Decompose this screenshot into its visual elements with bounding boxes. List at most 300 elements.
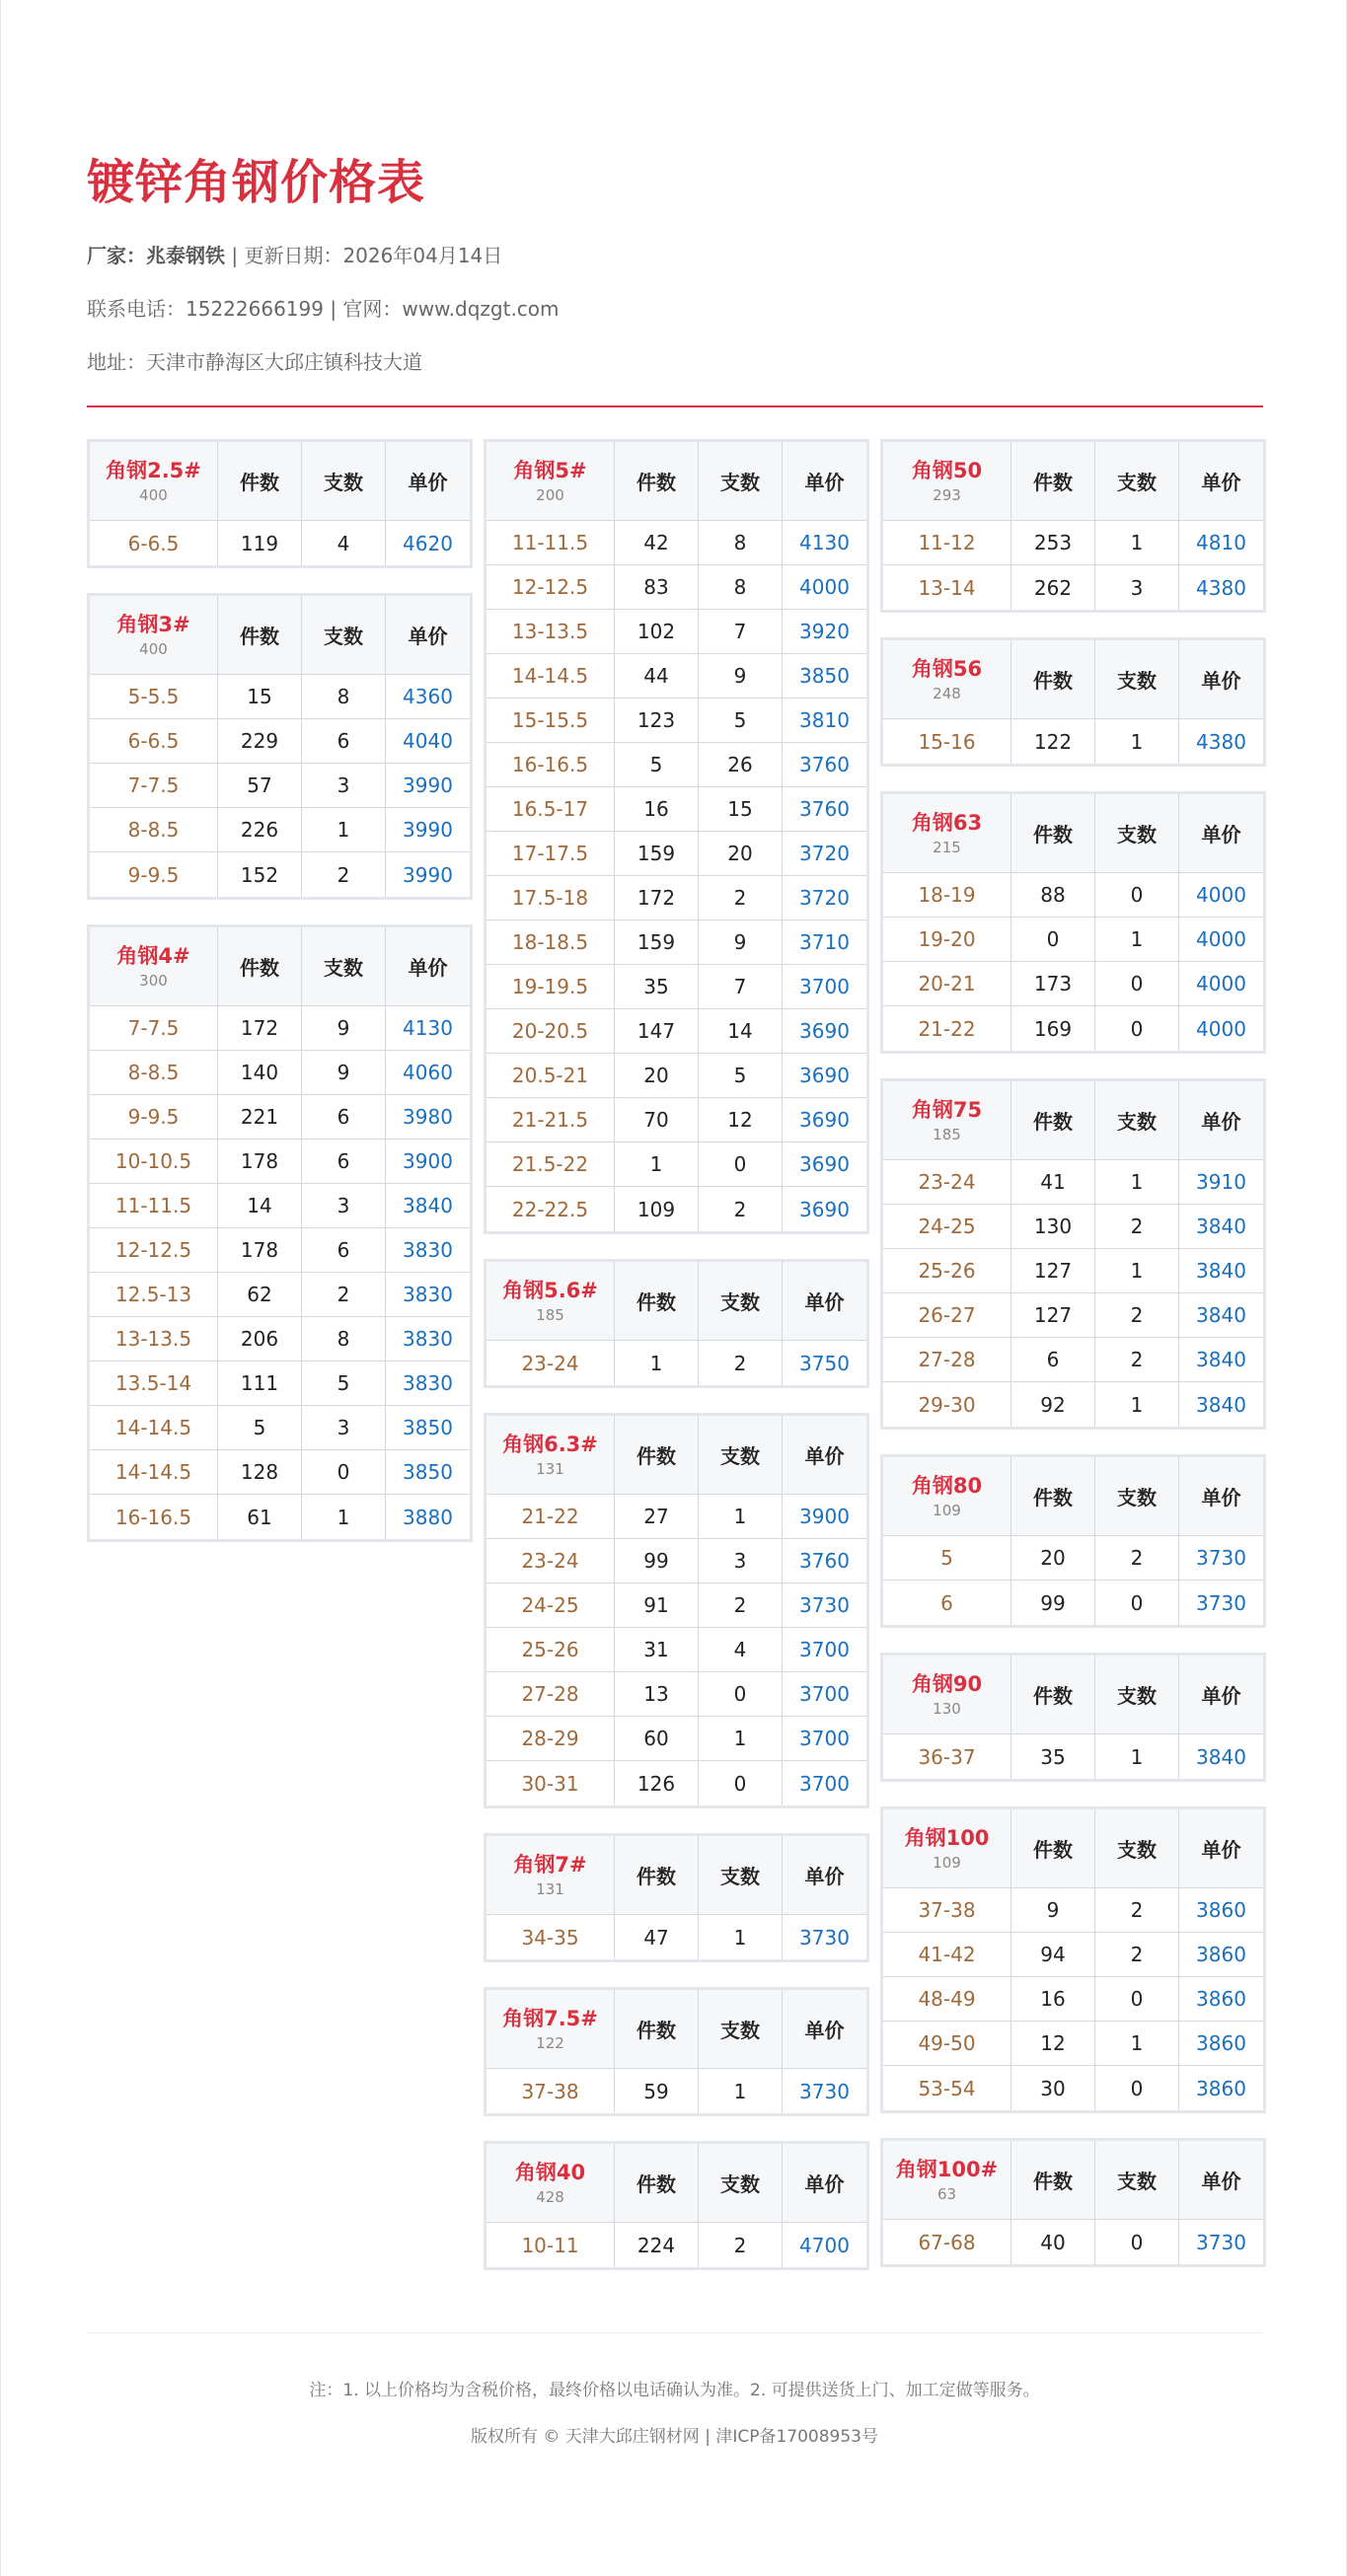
spec-cell: 29-30 (883, 1382, 1011, 1427)
qty-header: 件数 (1011, 640, 1095, 719)
spec-cell: 49-50 (883, 2022, 1011, 2066)
table-row (486, 2069, 866, 2113)
table-row (90, 1095, 470, 1140)
category-header (90, 927, 218, 1006)
price-cell: 3850 (386, 1450, 470, 1495)
category-name: 角钢75 (911, 1097, 983, 1122)
price-table (87, 593, 473, 900)
spec-cell: 10-11 (486, 2223, 615, 2267)
category-header (486, 442, 615, 521)
table-header-row (486, 1262, 866, 1341)
price-header: 单价 (386, 927, 470, 1006)
price-cell: 3700 (783, 1672, 866, 1717)
spec-cell: 21-22 (486, 1495, 615, 1539)
spec-cell: 48-49 (883, 1977, 1011, 2022)
spec-cell: 25-26 (486, 1628, 615, 1672)
category-header (883, 1656, 1011, 1734)
category-name: 角钢7.5# (502, 2006, 598, 2030)
price-cell: 3860 (1179, 1977, 1263, 2022)
table-header-row (883, 1081, 1263, 1160)
price-cell: 3690 (783, 1009, 866, 1054)
bundles-cell: 5 (699, 699, 783, 743)
spec-cell: 16-16.5 (486, 743, 615, 787)
table-row (90, 1406, 470, 1450)
price-cell: 3730 (1179, 1536, 1263, 1581)
category-name: 角钢80 (911, 1473, 983, 1498)
qty-header: 件数 (615, 2144, 699, 2223)
table-row (486, 876, 866, 920)
bundles-cell: 2 (699, 876, 783, 920)
bundles-cell: 2 (1095, 1933, 1179, 1977)
spec-cell: 19-19.5 (486, 965, 615, 1009)
price-table (880, 791, 1266, 1054)
table-row (90, 852, 470, 897)
bundles-cell: 26 (699, 743, 783, 787)
spec-cell: 53-54 (883, 2066, 1011, 2110)
spec-cell: 12-12.5 (90, 1228, 218, 1273)
spec-cell: 11-11.5 (90, 1184, 218, 1228)
table-row (883, 1734, 1263, 1779)
table-header-row (883, 1809, 1263, 1888)
table-row (486, 565, 866, 610)
qty-cell: 109 (615, 1187, 699, 1231)
qty-cell: 12 (1011, 2022, 1095, 2066)
price-cell: 3910 (1179, 1160, 1263, 1205)
spec-cell: 14-14.5 (90, 1450, 218, 1495)
qty-header: 件数 (1011, 1457, 1095, 1536)
spec-cell: 21.5-22 (486, 1142, 615, 1187)
table-row (486, 1054, 866, 1098)
price-header: 单价 (783, 1990, 866, 2069)
bundles-cell: 8 (699, 521, 783, 565)
price-header: 单价 (1179, 2141, 1263, 2220)
bundles-cell: 4 (699, 1628, 783, 1672)
header-divider (87, 405, 1263, 407)
qty-cell: 94 (1011, 1933, 1095, 1977)
qty-cell: 0 (1011, 918, 1095, 962)
price-cell: 4380 (1196, 575, 1246, 600)
qty-cell: 70 (615, 1098, 699, 1142)
category-header (90, 596, 218, 675)
price-table (484, 1259, 869, 1388)
price-cell: 3850 (386, 1406, 470, 1450)
qty-cell: 31 (615, 1628, 699, 1672)
qty-cell: 224 (615, 2223, 699, 2267)
price-cell: 3840 (1179, 1338, 1263, 1382)
category-code: 248 (933, 684, 961, 702)
qty-cell: 152 (218, 852, 302, 897)
category-code: 131 (536, 1459, 564, 1478)
price-cell: 3830 (386, 1317, 470, 1362)
bundles-header: 支数 (302, 442, 386, 521)
spec-cell: 24-25 (486, 1583, 615, 1628)
bundles-cell: 5 (699, 1054, 783, 1098)
spec-cell: 23-24 (883, 1160, 1011, 1205)
price-cell: 4620 (403, 531, 453, 555)
bundles-cell: 0 (699, 1142, 783, 1187)
category-name: 角钢2.5# (106, 458, 201, 482)
table-row (486, 654, 866, 699)
spec-cell: 20.5-21 (486, 1054, 615, 1098)
bundles-cell: 2 (1095, 1536, 1179, 1581)
qty-cell: 178 (218, 1140, 302, 1184)
price-cell: 3860 (1179, 1888, 1263, 1933)
spec-cell: 23-24 (486, 1341, 615, 1385)
bundles-header: 支数 (1095, 1457, 1179, 1536)
bundles-cell: 6 (302, 1228, 386, 1273)
table-row (883, 1888, 1263, 1933)
qty-cell: 172 (615, 876, 699, 920)
spec-cell: 16.5-17 (486, 787, 615, 832)
price-header: 单价 (783, 2144, 866, 2223)
qty-cell: 172 (218, 1006, 302, 1051)
bundles-cell: 1 (1095, 719, 1179, 764)
qty-cell: 16 (615, 787, 699, 832)
qty-header: 件数 (615, 1262, 699, 1341)
price-table (880, 439, 1266, 613)
spec-cell: 13-13.5 (486, 610, 615, 654)
table-row (90, 1450, 470, 1495)
qty-cell: 20 (615, 1054, 699, 1098)
qty-cell: 5 (615, 743, 699, 787)
qty-cell: 128 (218, 1450, 302, 1495)
table-row (486, 610, 866, 654)
table-row (883, 2022, 1263, 2066)
price-table (87, 439, 473, 568)
table-row (486, 743, 866, 787)
table-row (486, 1761, 866, 1805)
bundles-header: 支数 (1095, 442, 1179, 521)
price-cell: 3690 (783, 1054, 866, 1098)
price-cell: 3840 (386, 1184, 470, 1228)
table-row (90, 1006, 470, 1051)
price-cell: 4380 (1196, 729, 1246, 754)
price-cell: 3840 (1179, 1293, 1263, 1338)
qty-cell: 30 (1011, 2066, 1095, 2110)
price-header: 单价 (386, 596, 470, 675)
bundles-cell: 7 (699, 965, 783, 1009)
table-row (90, 1317, 470, 1362)
category-code: 109 (933, 1501, 961, 1519)
qty-header: 件数 (218, 927, 302, 1006)
price-cell: 3710 (783, 920, 866, 965)
bundles-cell: 8 (699, 565, 783, 610)
price-cell: 3840 (1179, 1205, 1263, 1249)
qty-cell: 88 (1011, 873, 1095, 918)
price-cell: 3700 (783, 1717, 866, 1761)
price-header: 单价 (1179, 1081, 1263, 1160)
price-cell: 4000 (1179, 918, 1263, 962)
table-row (90, 764, 470, 808)
spec-cell: 24-25 (883, 1205, 1011, 1249)
spec-cell: 27-28 (883, 1338, 1011, 1382)
qty-header: 件数 (218, 442, 302, 521)
qty-cell: 111 (218, 1362, 302, 1406)
table-header-row (90, 927, 470, 1006)
table-row (90, 1273, 470, 1317)
price-table (484, 2141, 869, 2270)
price-table (484, 439, 869, 1234)
qty-header: 件数 (1011, 794, 1095, 873)
qty-cell: 91 (615, 1583, 699, 1628)
spec-cell: 7-7.5 (90, 1006, 218, 1051)
price-cell: 3720 (783, 876, 866, 920)
price-cell: 3830 (386, 1362, 470, 1406)
bundles-cell: 0 (302, 1450, 386, 1495)
table-row (883, 873, 1263, 918)
bundles-header: 支数 (699, 1836, 783, 1915)
spec-cell: 10-10.5 (90, 1140, 218, 1184)
category-header (883, 794, 1011, 873)
price-cell: 3690 (783, 1142, 866, 1187)
bundles-cell: 6 (302, 719, 386, 764)
price-header: 单价 (1179, 1457, 1263, 1536)
table-row (90, 1184, 470, 1228)
category-name: 角钢3# (116, 612, 190, 636)
bundles-cell: 0 (1095, 873, 1179, 918)
category-name: 角钢90 (911, 1671, 983, 1696)
table-row (486, 1915, 866, 1959)
category-header (883, 1809, 1011, 1888)
table-row (883, 1205, 1263, 1249)
bundles-cell: 2 (699, 2223, 783, 2267)
table-row (486, 832, 866, 876)
qty-cell: 178 (218, 1228, 302, 1273)
price-header: 单价 (783, 1416, 866, 1495)
price-cell: 3760 (783, 743, 866, 787)
qty-cell: 253 (1011, 521, 1095, 565)
bundles-header: 支数 (699, 1990, 783, 2069)
category-header (486, 1990, 615, 2069)
category-code: 293 (933, 485, 961, 504)
price-cell: 4000 (1179, 962, 1263, 1006)
qty-cell: 62 (218, 1273, 302, 1317)
spec-cell: 36-37 (883, 1734, 1011, 1779)
qty-cell: 14 (218, 1184, 302, 1228)
bundles-cell: 0 (1095, 1006, 1179, 1051)
table-row (486, 1495, 866, 1539)
spec-cell: 12-12.5 (486, 565, 615, 610)
bundles-cell: 1 (302, 808, 386, 852)
qty-cell: 127 (1011, 1293, 1095, 1338)
bundles-cell: 3 (302, 764, 386, 808)
price-table (484, 1987, 869, 2116)
qty-cell: 61 (218, 1495, 302, 1539)
bundles-cell: 2 (1095, 1205, 1179, 1249)
price-cell: 3860 (1196, 2076, 1246, 2100)
category-name: 角钢4# (116, 943, 190, 968)
price-cell: 3690 (783, 1098, 866, 1142)
table-row (883, 719, 1263, 764)
qty-cell: 221 (218, 1095, 302, 1140)
column-3 (880, 439, 1265, 2292)
qty-cell: 123 (615, 699, 699, 743)
bundles-cell: 14 (699, 1009, 783, 1054)
bundles-header: 支数 (302, 596, 386, 675)
bundles-cell: 3 (302, 1184, 386, 1228)
spec-cell: 17-17.5 (486, 832, 615, 876)
table-row (90, 1362, 470, 1406)
bundles-cell: 2 (1095, 1888, 1179, 1933)
bundles-cell: 8 (302, 1317, 386, 1362)
table-header-row (486, 442, 866, 521)
bundles-cell: 15 (699, 787, 783, 832)
column-2 (484, 439, 868, 2295)
qty-header: 件数 (615, 1416, 699, 1495)
price-cell: 3720 (783, 832, 866, 876)
category-code: 63 (936, 2184, 957, 2203)
update-date: | 更新日期：2026年04月14日 (225, 244, 503, 267)
price-cell: 3990 (403, 862, 453, 887)
table-header-row (883, 2141, 1263, 2220)
price-table (880, 1454, 1266, 1628)
price-cell: 3840 (1196, 1392, 1246, 1417)
table-header-row (90, 442, 470, 521)
table-row (486, 1341, 866, 1385)
table-row (883, 1933, 1263, 1977)
price-cell: 4040 (386, 719, 470, 764)
maker-update-line (87, 229, 1263, 282)
spec-cell: 18-18.5 (486, 920, 615, 965)
price-cell: 3730 (799, 1925, 850, 1950)
category-header (486, 1416, 615, 1495)
qty-cell: 57 (218, 764, 302, 808)
spec-cell: 13-14 (883, 565, 1011, 610)
price-cell: 3750 (799, 1351, 850, 1375)
category-name: 角钢6.3# (502, 1432, 598, 1456)
price-cell: 3700 (783, 1628, 866, 1672)
bundles-cell: 1 (699, 1717, 783, 1761)
table-row (90, 1051, 470, 1095)
table-row (883, 1977, 1263, 2022)
bundles-cell: 0 (1095, 2066, 1179, 2110)
table-row (90, 1228, 470, 1273)
qty-cell: 1 (615, 1341, 699, 1385)
bundles-cell: 0 (699, 1761, 783, 1805)
category-code: 300 (139, 971, 168, 990)
qty-cell: 6 (1011, 1338, 1095, 1382)
table-row (883, 1249, 1263, 1293)
price-cell: 3900 (386, 1140, 470, 1184)
table-header-row (486, 1836, 866, 1915)
bundles-header: 支数 (1095, 1081, 1179, 1160)
table-row (486, 699, 866, 743)
price-header: 单价 (1179, 640, 1263, 719)
table-row (486, 2223, 866, 2267)
spec-cell: 17.5-18 (486, 876, 615, 920)
qty-header: 件数 (615, 1836, 699, 1915)
category-name: 角钢100 (904, 1825, 990, 1850)
price-cell: 3990 (386, 808, 470, 852)
qty-cell: 206 (218, 1317, 302, 1362)
table-row (486, 787, 866, 832)
bundles-cell: 12 (699, 1098, 783, 1142)
price-cell: 3980 (386, 1095, 470, 1140)
price-header: 单价 (783, 442, 866, 521)
qty-cell: 159 (615, 832, 699, 876)
bundles-cell: 4 (302, 521, 386, 565)
table-row (883, 1006, 1263, 1051)
price-cell: 4130 (386, 1006, 470, 1051)
spec-cell: 6-6.5 (90, 719, 218, 764)
category-name: 角钢50 (911, 458, 983, 482)
bundles-header: 支数 (699, 2144, 783, 2223)
category-header (883, 442, 1011, 521)
qty-cell: 40 (1011, 2220, 1095, 2264)
price-cell: 4000 (1196, 1016, 1246, 1041)
table-row (883, 2066, 1263, 2110)
spec-cell: 30-31 (486, 1761, 615, 1805)
qty-header: 件数 (1011, 1656, 1095, 1734)
price-cell: 4360 (386, 675, 470, 719)
bundles-header: 支数 (1095, 1809, 1179, 1888)
spec-cell: 27-28 (486, 1672, 615, 1717)
spec-cell: 15-15.5 (486, 699, 615, 743)
price-header: 单价 (1179, 1656, 1263, 1734)
qty-cell: 99 (1011, 1581, 1095, 1625)
price-cell: 3900 (783, 1495, 866, 1539)
price-cell: 3810 (783, 699, 866, 743)
table-header-row (883, 794, 1263, 873)
table-header-row (883, 442, 1263, 521)
qty-cell: 41 (1011, 1160, 1095, 1205)
price-table (880, 637, 1266, 767)
table-row (90, 1140, 470, 1184)
category-header (486, 2144, 615, 2223)
category-code: 130 (933, 1699, 961, 1718)
qty-cell: 127 (1011, 1249, 1095, 1293)
spec-cell: 37-38 (486, 2069, 615, 2113)
spec-cell: 7-7.5 (90, 764, 218, 808)
category-code: 185 (933, 1125, 961, 1143)
spec-cell: 11-12 (883, 521, 1011, 565)
price-cell: 3730 (1196, 2230, 1246, 2254)
price-cell: 4000 (1179, 873, 1263, 918)
bundles-cell: 9 (699, 920, 783, 965)
bundles-cell: 0 (1095, 962, 1179, 1006)
table-row (486, 1717, 866, 1761)
table-row (90, 719, 470, 764)
bundles-cell: 0 (699, 1672, 783, 1717)
spec-cell: 19-20 (883, 918, 1011, 962)
contact-line: 联系电话：15222666199 | 官网：www.dqzgt.com (87, 297, 560, 321)
bundles-cell: 6 (302, 1140, 386, 1184)
category-name: 角钢63 (911, 810, 983, 835)
spec-cell: 9-9.5 (90, 1095, 218, 1140)
bundles-cell: 2 (699, 1187, 783, 1231)
bundles-cell: 5 (302, 1362, 386, 1406)
price-cell: 3690 (799, 1197, 850, 1221)
table-header-row (486, 1990, 866, 2069)
table-row (486, 1628, 866, 1672)
address-line: 地址：天津市静海区大邱庄镇科技大道 (87, 350, 422, 374)
price-table (880, 1653, 1266, 1782)
category-name: 角钢7# (513, 1852, 587, 1877)
category-header (486, 1836, 615, 1915)
bundles-cell: 1 (1095, 521, 1179, 565)
bundles-header: 支数 (302, 927, 386, 1006)
category-header (486, 1262, 615, 1341)
price-table (880, 1806, 1266, 2113)
table-row (486, 1539, 866, 1583)
qty-cell: 147 (615, 1009, 699, 1054)
price-cell: 3760 (783, 1539, 866, 1583)
table-header-row (90, 596, 470, 675)
qty-cell: 59 (615, 2069, 699, 2113)
qty-cell: 1 (615, 1142, 699, 1187)
table-row (486, 1098, 866, 1142)
price-cell: 4060 (386, 1051, 470, 1095)
